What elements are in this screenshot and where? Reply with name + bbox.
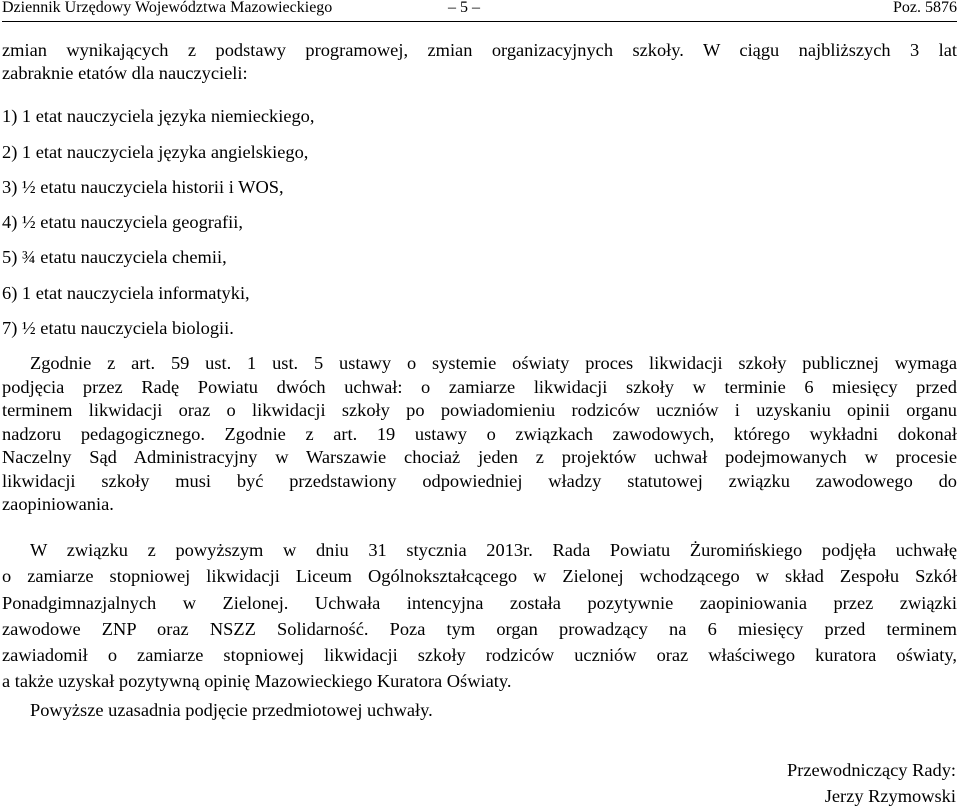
text-line: W związku z powyższym w dniu 31 stycznia 2013r. Rada Powiatu Żuromińskiego podjęła uchwałę [30, 540, 957, 560]
text-line: a także uzyskał pozytywną opinię Mazowieckiego Kuratora Oświaty. [2, 671, 512, 692]
text-line: o zamiarze stopniowej likwidacji Liceum Ogólnokształcącego w Zielonej wchodzącego w skład Zespołu Szkół [2, 566, 957, 587]
page-number: – 5 – [448, 0, 480, 16]
list-item: 7) ½ etatu nauczyciela biologii. [2, 318, 234, 338]
list-item: 5) ¾ etatu nauczyciela chemii, [2, 247, 227, 267]
text-line: Naczelny Sąd Administracyjny w Warszawie chociaż jeden z projektów uchwał podejmowanych w procesie [2, 447, 957, 467]
signature-name: Jerzy Rzymowski [824, 786, 956, 806]
text-line: podjęcia przez Radę Powiatu dwóch uchwał: o zamiarze likwidacji szkoły w terminie 6 miesięcy przed [2, 376, 957, 397]
signature-role: Przewodniczący Rady: [786, 760, 956, 780]
text-line: Powyższe uzasadnia podjęcie przedmiotowej uchwały. [30, 700, 433, 720]
list-item: 4) ½ etatu nauczyciela geografii, [2, 212, 243, 232]
paragraph-resolution [2, 537, 957, 695]
page-header [2, 0, 959, 20]
text-line: zawiadomił o zamiarze stopniowej likwidacji szkoły rodziców uczniów oraz właściwego kuratora oświaty, [2, 645, 957, 666]
text-line: likwidacji szkoły musi być przedstawiony odpowiedniej władzy statutowej związku zawodowego do [2, 470, 957, 491]
text-line: Zgodnie z art. 59 ust. 1 ust. 5 ustawy o systemie oświaty proces likwidacji szkoły publicznej wymaga [30, 353, 957, 373]
paragraph-conclusion [2, 699, 957, 721]
journal-title: Dziennik Urzędowy Województwa Mazowieckiego [2, 0, 333, 16]
text-line: nadzoru pedagogicznego. Zgodnie z art. 19 ustawy o związkach zawodowych, którego wykładni dokonał [2, 423, 957, 444]
list-item: 3) ½ etatu nauczyciela historii i WOS, [2, 177, 284, 197]
text-line: zmian wynikających z podstawy programowej, zmian organizacyjnych szkoły. W ciągu najbliższych 3 lat [2, 40, 957, 60]
header-divider [2, 21, 957, 22]
intro-paragraph [2, 39, 957, 85]
text-line: zabraknie etatów dla nauczycieli: [2, 63, 248, 83]
list-item: 1) 1 etat nauczyciela języka niemieckiego, [2, 106, 315, 126]
position-number: Poz. 5876 [893, 0, 957, 16]
text-line: zawodowe ZNP oraz NSZZ Solidarność. Poza tym organ prowadzący na 6 miesięcy przed terminem [2, 618, 957, 639]
list-item: 6) 1 etat nauczyciela informatyki, [2, 283, 250, 303]
text-line: Ponadgimnazjalnych w Zielonej. Uchwała intencyjna została pozytywnie zaopiniowania przez związki [2, 592, 957, 613]
text-line: terminem likwidacji oraz o likwidacji szkoły po powiadomieniu rodziców uczniów i uzyskaniu opinii organu [2, 400, 957, 420]
list-item: 2) 1 etat nauczyciela języka angielskiego, [2, 142, 309, 162]
text-line: zaopiniowania. [2, 494, 114, 514]
paragraph-legal-basis [2, 352, 957, 517]
